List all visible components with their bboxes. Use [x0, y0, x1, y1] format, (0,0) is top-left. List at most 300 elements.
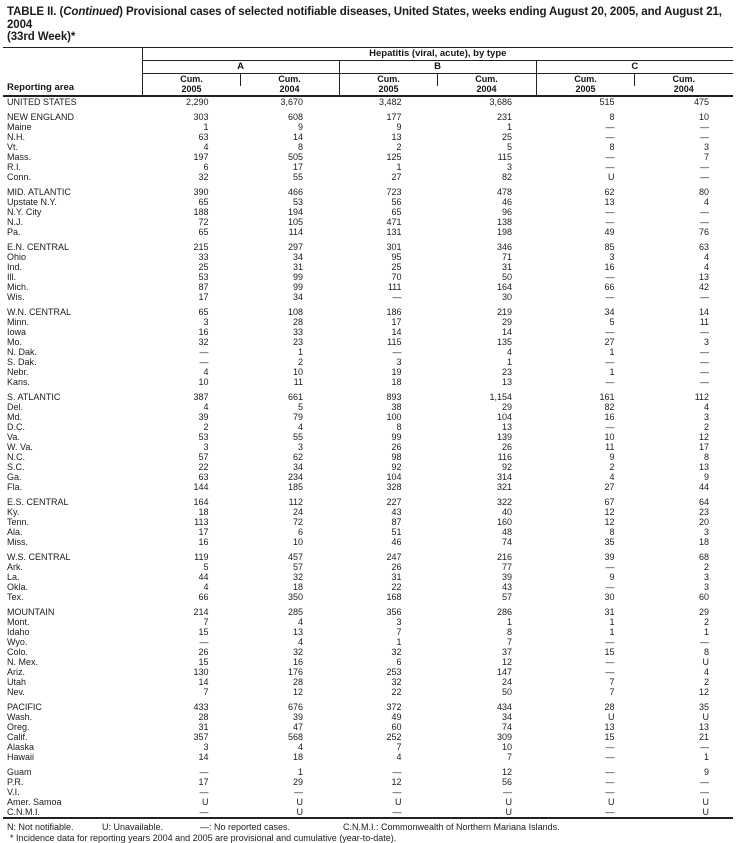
value-cell: 23 [241, 337, 340, 347]
value-cell: 44 [635, 482, 734, 492]
value-cell: 72 [241, 517, 340, 527]
value-cell: 309 [438, 732, 537, 742]
value-cell: — [536, 162, 635, 172]
value-cell: 34 [438, 712, 537, 722]
value-cell: — [635, 367, 734, 377]
year-label: 2004 [241, 84, 339, 94]
value-cell: 457 [241, 552, 340, 562]
value-cell: 44 [142, 572, 241, 582]
table-row-idaho [3, 627, 733, 637]
value-cell: 37 [438, 647, 537, 657]
value-cell: 28 [241, 317, 340, 327]
value-cell: 176 [241, 667, 340, 677]
table-row-s-atlantic [3, 392, 733, 402]
title-rest: ) Provisional cases of selected notifiable diseases, United States, weeks ending August 20, 2005, and August 21, 2004 [7, 6, 722, 31]
reporting-area-cell: Md. [3, 412, 142, 422]
value-cell: 466 [241, 187, 340, 197]
reporting-area-cell: N.J. [3, 217, 142, 227]
reporting-area-cell: Minn. [3, 317, 142, 327]
year-label: 2005 [143, 84, 241, 94]
table-row-ga- [3, 472, 733, 482]
document-page [0, 6, 736, 843]
value-cell: 9 [241, 122, 340, 132]
legend-line [7, 822, 732, 833]
table-row-n-mex- [3, 657, 733, 667]
table-row-maine [3, 122, 733, 132]
value-cell: 5 [241, 402, 340, 412]
value-cell: U [635, 807, 734, 818]
value-cell: 4 [142, 142, 241, 152]
value-cell: U [142, 797, 241, 807]
value-cell: 16 [142, 537, 241, 547]
table-row-hawaii [3, 752, 733, 762]
value-cell: 10 [536, 432, 635, 442]
value-cell: 125 [339, 152, 438, 162]
reporting-area-cell: Okla. [3, 582, 142, 592]
value-cell: 49 [536, 227, 635, 237]
value-cell: 112 [635, 392, 734, 402]
value-cell: 65 [142, 307, 241, 317]
value-cell: 505 [241, 152, 340, 162]
reporting-area-cell: V.I. [3, 787, 142, 797]
value-cell: 72 [142, 217, 241, 227]
reporting-area-cell: Oreg. [3, 722, 142, 732]
value-cell: 6 [142, 162, 241, 172]
value-cell: — [142, 767, 241, 777]
value-cell: 28 [142, 712, 241, 722]
value-cell: 104 [339, 472, 438, 482]
value-cell: 32 [339, 647, 438, 657]
value-cell: 70 [339, 272, 438, 282]
table-row-ala- [3, 527, 733, 537]
table-row-e-n-central [3, 242, 733, 252]
value-cell: 197 [142, 152, 241, 162]
value-cell: 22 [142, 462, 241, 472]
value-cell: 114 [241, 227, 340, 237]
table-row-w-n-central [3, 307, 733, 317]
table-row-nev- [3, 687, 733, 697]
value-cell: 71 [438, 252, 537, 262]
value-cell: 79 [241, 412, 340, 422]
reporting-area-cell: P.R. [3, 777, 142, 787]
value-cell: 26 [339, 562, 438, 572]
col-header-c-2004 [635, 73, 734, 96]
reporting-area-cell: Miss. [3, 537, 142, 547]
value-cell: 7 [339, 742, 438, 752]
value-cell: 77 [438, 562, 537, 572]
value-cell: 119 [142, 552, 241, 562]
year-label: 2004 [438, 84, 536, 94]
reporting-area-cell: Maine [3, 122, 142, 132]
reporting-area-cell: Wash. [3, 712, 142, 722]
value-cell: 4 [241, 637, 340, 647]
table-row-n-h- [3, 132, 733, 142]
value-cell: 48 [438, 527, 537, 537]
value-cell: 1 [635, 627, 734, 637]
col-header-b-2004 [438, 73, 537, 96]
value-cell: 64 [635, 497, 734, 507]
value-cell: 31 [438, 262, 537, 272]
table-row-mid-atlantic [3, 187, 733, 197]
value-cell: 12 [536, 507, 635, 517]
value-cell: 328 [339, 482, 438, 492]
value-cell: 56 [438, 777, 537, 787]
value-cell: 3 [635, 337, 734, 347]
value-cell: 198 [438, 227, 537, 237]
value-cell: 177 [339, 112, 438, 122]
value-cell: — [635, 637, 734, 647]
cum-label: Cum. [537, 74, 635, 84]
value-cell: — [536, 637, 635, 647]
table-row-calif- [3, 732, 733, 742]
value-cell: 13 [438, 377, 537, 387]
value-cell: 2,290 [142, 96, 241, 107]
value-cell: 3 [635, 527, 734, 537]
value-cell: 39 [142, 412, 241, 422]
reporting-area-cell: Nev. [3, 687, 142, 697]
table-row-s-dak- [3, 357, 733, 367]
value-cell: 9 [536, 452, 635, 462]
value-cell: 65 [142, 197, 241, 207]
value-cell: 2 [142, 422, 241, 432]
col-header-a-2004 [241, 73, 340, 96]
value-cell: 286 [438, 607, 537, 617]
table-row-kans- [3, 377, 733, 387]
reporting-area-cell: Mich. [3, 282, 142, 292]
value-cell: 356 [339, 607, 438, 617]
value-cell: 478 [438, 187, 537, 197]
value-cell: 29 [635, 607, 734, 617]
value-cell: 4 [635, 402, 734, 412]
value-cell: — [635, 217, 734, 227]
table-row-md- [3, 412, 733, 422]
value-cell: 130 [142, 667, 241, 677]
value-cell: — [536, 152, 635, 162]
table-row-ky- [3, 507, 733, 517]
value-cell: 28 [536, 702, 635, 712]
value-cell: — [536, 132, 635, 142]
value-cell: — [536, 777, 635, 787]
reporting-area-cell: Vt. [3, 142, 142, 152]
value-cell: 2 [241, 357, 340, 367]
value-cell: 4 [142, 582, 241, 592]
col-header-b-2005 [339, 73, 438, 96]
value-cell: 147 [438, 667, 537, 677]
value-cell: 57 [142, 452, 241, 462]
value-cell: 100 [339, 412, 438, 422]
reporting-area-cell: Wis. [3, 292, 142, 302]
value-cell: 15 [142, 657, 241, 667]
value-cell: 4 [339, 752, 438, 762]
value-cell: 2 [536, 462, 635, 472]
value-cell: 252 [339, 732, 438, 742]
value-cell: 4 [241, 422, 340, 432]
cum-label: Cum. [340, 74, 438, 84]
value-cell: 17 [241, 162, 340, 172]
reporting-area-cell: Ark. [3, 562, 142, 572]
value-cell: 13 [635, 722, 734, 732]
value-cell: U [635, 657, 734, 667]
reporting-area-cell: N.Y. City [3, 207, 142, 217]
value-cell: 82 [536, 402, 635, 412]
table-row-ind- [3, 262, 733, 272]
value-cell: 32 [339, 677, 438, 687]
value-cell: 2 [635, 677, 734, 687]
value-cell: 7 [438, 637, 537, 647]
value-cell: — [536, 767, 635, 777]
value-cell: 21 [635, 732, 734, 742]
value-cell: 215 [142, 242, 241, 252]
table-row-iowa [3, 327, 733, 337]
value-cell: 301 [339, 242, 438, 252]
value-cell: — [142, 347, 241, 357]
value-cell: 8 [635, 647, 734, 657]
value-cell: 1 [536, 347, 635, 357]
value-cell: 3 [142, 742, 241, 752]
value-cell: 99 [339, 432, 438, 442]
value-cell: 66 [142, 592, 241, 602]
value-cell: U [635, 712, 734, 722]
value-cell: 17 [635, 442, 734, 452]
value-cell: 14 [142, 677, 241, 687]
value-cell: 3 [142, 317, 241, 327]
value-cell: — [536, 422, 635, 432]
table-row-mass- [3, 152, 733, 162]
value-cell: 96 [438, 207, 537, 217]
value-cell: — [536, 377, 635, 387]
value-cell: 14 [635, 307, 734, 317]
value-cell: 346 [438, 242, 537, 252]
value-cell: 475 [635, 96, 734, 107]
value-cell: 160 [438, 517, 537, 527]
value-cell: — [536, 327, 635, 337]
value-cell: 234 [241, 472, 340, 482]
value-cell: 14 [339, 327, 438, 337]
reporting-area-cell: S. Dak. [3, 357, 142, 367]
value-cell: 7 [142, 617, 241, 627]
value-cell: 357 [142, 732, 241, 742]
reporting-area-cell: Hawaii [3, 752, 142, 762]
table-row-p-r- [3, 777, 733, 787]
value-cell: — [536, 807, 635, 818]
value-cell: — [536, 292, 635, 302]
value-cell: 18 [142, 507, 241, 517]
value-cell: 60 [635, 592, 734, 602]
value-cell: 1 [241, 347, 340, 357]
value-cell: 53 [142, 432, 241, 442]
value-cell: 6 [241, 527, 340, 537]
value-cell: 20 [635, 517, 734, 527]
value-cell: 57 [438, 592, 537, 602]
value-cell: 214 [142, 607, 241, 617]
table-row-united-states [3, 96, 733, 107]
value-cell: 50 [438, 687, 537, 697]
table-row-n-j- [3, 217, 733, 227]
value-cell: 9 [635, 472, 734, 482]
value-cell: 5 [438, 142, 537, 152]
value-cell: 60 [339, 722, 438, 732]
value-cell: 62 [241, 452, 340, 462]
value-cell: 2 [339, 142, 438, 152]
table-header [3, 47, 733, 96]
table-row-ill- [3, 272, 733, 282]
value-cell: — [536, 357, 635, 367]
value-cell: — [635, 777, 734, 787]
reporting-area-cell: Ind. [3, 262, 142, 272]
value-cell: 3 [142, 442, 241, 452]
value-cell: 31 [142, 722, 241, 732]
value-cell: 11 [635, 317, 734, 327]
value-cell: — [536, 207, 635, 217]
reporting-area-cell: Kans. [3, 377, 142, 387]
value-cell: 9 [339, 122, 438, 132]
value-cell: 2 [635, 617, 734, 627]
value-cell: 16 [142, 327, 241, 337]
value-cell: 35 [635, 702, 734, 712]
value-cell: 14 [438, 327, 537, 337]
value-cell: 433 [142, 702, 241, 712]
value-cell: — [536, 752, 635, 762]
value-cell: 4 [536, 472, 635, 482]
value-cell: 11 [241, 377, 340, 387]
value-cell: 46 [339, 537, 438, 547]
table-row-utah [3, 677, 733, 687]
value-cell: — [536, 742, 635, 752]
value-cell: — [142, 807, 241, 818]
value-cell: — [635, 207, 734, 217]
value-cell: 12 [339, 777, 438, 787]
value-cell: 33 [142, 252, 241, 262]
table-row-conn- [3, 172, 733, 182]
value-cell: 33 [241, 327, 340, 337]
value-cell: 10 [241, 367, 340, 377]
reporting-area-cell: NEW ENGLAND [3, 112, 142, 122]
legend-cnmi: C.N.M.I.: Commonwealth of Northern Mariana Islands. [343, 822, 560, 833]
value-cell: 3 [241, 442, 340, 452]
col-header-a-2005 [142, 73, 241, 96]
value-cell: U [241, 797, 340, 807]
value-cell: 4 [635, 197, 734, 207]
title-prefix: TABLE II. ( [7, 6, 63, 18]
value-cell: 139 [438, 432, 537, 442]
value-cell: 27 [536, 482, 635, 492]
value-cell: 40 [438, 507, 537, 517]
value-cell: 63 [142, 132, 241, 142]
value-cell: 115 [438, 152, 537, 162]
value-cell: 4 [635, 262, 734, 272]
value-cell: 13 [635, 272, 734, 282]
value-cell: 387 [142, 392, 241, 402]
value-cell: — [339, 787, 438, 797]
value-cell: 5 [142, 562, 241, 572]
table-row-amer-samoa [3, 797, 733, 807]
value-cell: 164 [438, 282, 537, 292]
value-cell: 32 [241, 647, 340, 657]
reporting-area-cell: Pa. [3, 227, 142, 237]
value-cell: 8 [339, 422, 438, 432]
value-cell: 10 [438, 742, 537, 752]
value-cell: 42 [635, 282, 734, 292]
value-cell: 10 [635, 112, 734, 122]
value-cell: 25 [339, 262, 438, 272]
value-cell: 3 [635, 572, 734, 582]
value-cell: — [635, 357, 734, 367]
table-row-w-s-central [3, 552, 733, 562]
value-cell: 285 [241, 607, 340, 617]
value-cell: 164 [142, 497, 241, 507]
footnotes [7, 822, 732, 843]
value-cell: 115 [339, 337, 438, 347]
table-row-mich- [3, 282, 733, 292]
value-cell: 65 [142, 227, 241, 237]
value-cell: 138 [438, 217, 537, 227]
col-header-c-2005 [536, 73, 635, 96]
reporting-area-cell: Nebr. [3, 367, 142, 377]
value-cell: 43 [438, 582, 537, 592]
hepatitis-b-header: B [339, 60, 536, 73]
value-cell: — [142, 357, 241, 367]
table-row-fla- [3, 482, 733, 492]
value-cell: 7 [438, 752, 537, 762]
reporting-area-cell: E.S. CENTRAL [3, 497, 142, 507]
value-cell: 26 [339, 442, 438, 452]
value-cell: U [536, 797, 635, 807]
value-cell: 53 [142, 272, 241, 282]
value-cell: 3 [635, 142, 734, 152]
value-cell: 92 [438, 462, 537, 472]
value-cell: 297 [241, 242, 340, 252]
value-cell: 13 [635, 462, 734, 472]
value-cell: 4 [635, 252, 734, 262]
value-cell: 13 [536, 197, 635, 207]
value-cell: — [536, 582, 635, 592]
reporting-area-cell: D.C. [3, 422, 142, 432]
reporting-area-cell: La. [3, 572, 142, 582]
legend-not-notifiable: N: Not notifiable. [7, 822, 102, 833]
value-cell: 12 [536, 517, 635, 527]
legend-no-reported-cases: —: No reported cases. [200, 822, 343, 833]
reporting-area-cell: Conn. [3, 172, 142, 182]
value-cell: 18 [241, 582, 340, 592]
value-cell: 50 [438, 272, 537, 282]
value-cell: 113 [142, 517, 241, 527]
value-cell: — [635, 162, 734, 172]
value-cell: 18 [241, 752, 340, 762]
reporting-area-cell: S.C. [3, 462, 142, 472]
value-cell: 12 [241, 687, 340, 697]
value-cell: 8 [438, 627, 537, 637]
table-title [7, 6, 730, 44]
reporting-area-cell: Alaska [3, 742, 142, 752]
table-row-mo- [3, 337, 733, 347]
value-cell: 56 [339, 197, 438, 207]
reporting-area-cell: Ala. [3, 527, 142, 537]
value-cell: 80 [635, 187, 734, 197]
value-cell: 23 [438, 367, 537, 377]
value-cell: 7 [536, 677, 635, 687]
hepatitis-c-header: C [536, 60, 733, 73]
table-row-guam [3, 767, 733, 777]
value-cell: — [635, 377, 734, 387]
value-cell: 34 [241, 292, 340, 302]
value-cell: 350 [241, 592, 340, 602]
table-row-n-c- [3, 452, 733, 462]
value-cell: — [635, 132, 734, 142]
value-cell: 9 [536, 572, 635, 582]
reporting-area-cell: Colo. [3, 647, 142, 657]
value-cell: 231 [438, 112, 537, 122]
value-cell: 3 [536, 252, 635, 262]
